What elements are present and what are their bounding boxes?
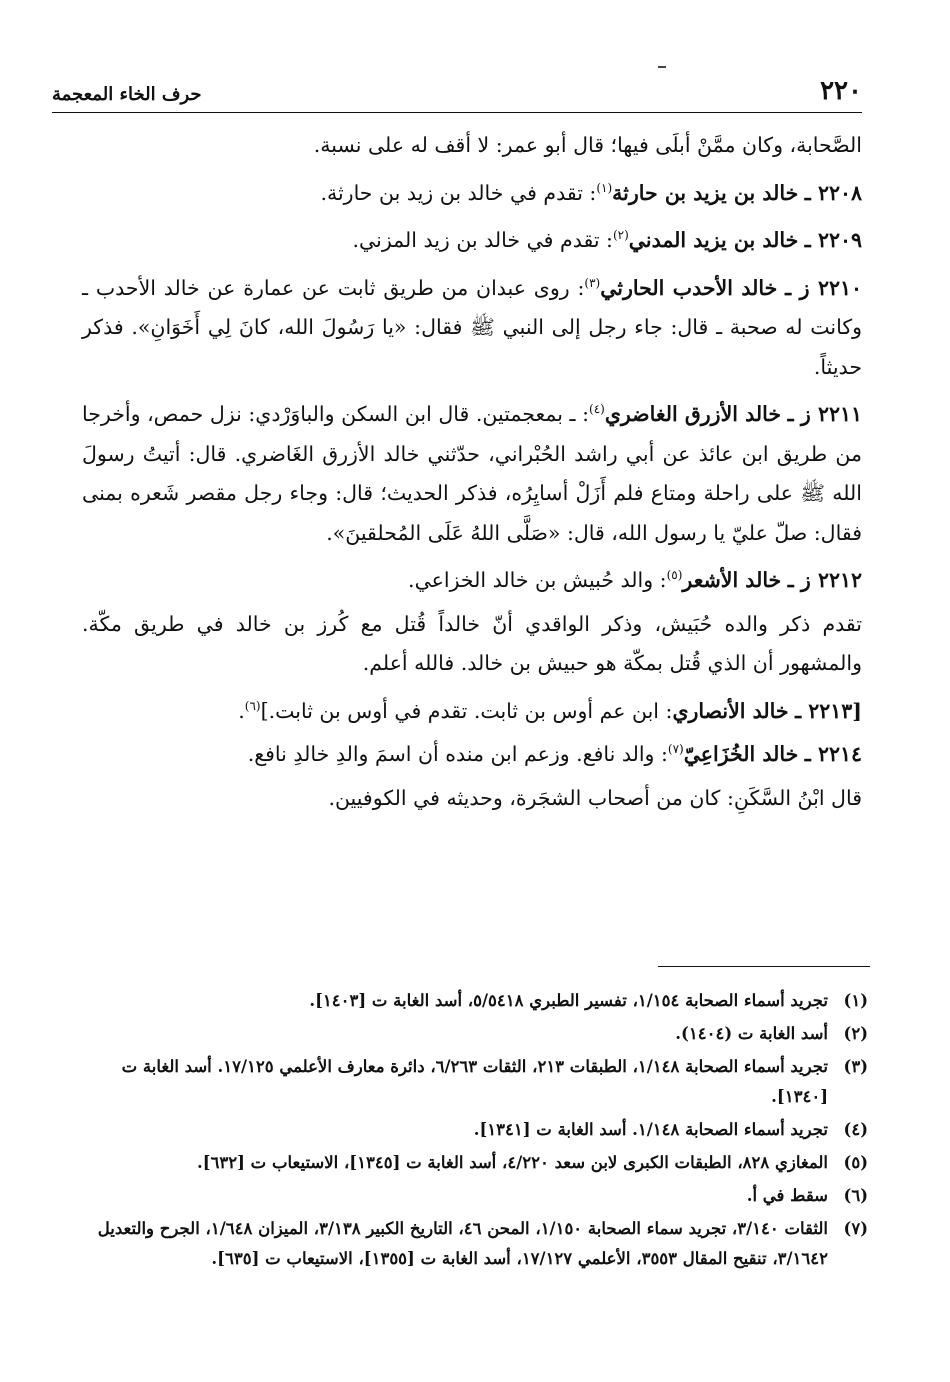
entry-name: خالد الأشعر <box>682 568 782 592</box>
entry-text: : والد حُبيش بن خالد الخزاعي. <box>408 568 667 592</box>
footnote-ref[interactable]: (١) <box>596 180 613 195</box>
footnote-text: سقط في أ. <box>746 1186 828 1205</box>
entry-text: : والد نافع. وزعم ابن منده أن اسمَ والدِ خالدِ نافع. <box>247 742 668 766</box>
entry-2210 <box>82 269 862 388</box>
entry-number: ٢٢١٤ ـ <box>804 742 862 766</box>
entry-2211 <box>82 395 862 553</box>
footnote-text: أسد الغابة ت (١٤٠٤). <box>675 1024 828 1043</box>
footnote-ref[interactable]: (٦) <box>244 698 261 713</box>
paragraph-text: تقدم ذكر والده حُبَيش، وذكر الواقدي أنّ خالداً قُتل مع كُرز بن خالد في طريق مكّة. والمشهور أن الذي قُتل بمكّة هو حبيش بن خالد. فالله أعلم. <box>82 611 862 675</box>
entry-name: خالد الأزرق الغاضري <box>604 402 782 426</box>
entry-text: : ابن عم أوس بن ثابت. تقدم في أوس بن ثابت.] <box>260 698 673 723</box>
entry-2209 <box>82 221 862 261</box>
footnote-divider <box>658 966 870 967</box>
entry-number: ٢٢٠٩ ـ <box>804 228 862 252</box>
entry-text: : روى عبدان من طريق ثابت عن عمارة عن خالد الأحدب ـ وكانت له صحبة ـ قال: جاء رجل إلى النبي ﷺ فقال: «يا رَسُولَ الله، كانَ لِي أَخَوَانِ». فذكر حديثاً. <box>82 275 862 379</box>
entry-2214 <box>82 735 862 775</box>
footnote-text: تجريد أسماء الصحابة ١/١٤٨، الطبقات ٢١٣، الثقات ٦/٢٦٣، دائرة معارف الأعلمي ١٧/١٢٥. أسد الغابة ت [١٣٤٠]. <box>121 1057 828 1106</box>
footnote-number: (٣) <box>843 1057 868 1076</box>
entry-text: : تقدم في خالد بن زيد المزني. <box>352 228 613 252</box>
footnote <box>82 1214 868 1274</box>
paragraph <box>82 126 862 166</box>
entry-name: خالد الخُزَاعِيّ <box>683 742 799 766</box>
footnote <box>82 1115 868 1145</box>
footnote-text: تجريد أسماء الصحابة ١/١٥٤، تفسير الطبري ٥/٥٤١٨، أسد الغابة ت [١٤٠٣]. <box>309 991 828 1010</box>
footnote-ref[interactable]: (٤) <box>589 402 605 417</box>
entry-name: خالد بن يزيد المدني <box>628 228 799 252</box>
paragraph <box>82 779 862 819</box>
footnote-ref[interactable]: (٣) <box>584 275 601 290</box>
footnote <box>82 1181 868 1211</box>
running-title: حرف الخاء المعجمة <box>52 84 202 105</box>
entry-name: خالد الأنصاري <box>672 698 789 723</box>
entry-text: : تقدم في خالد بن زيد بن حارثة. <box>320 180 597 205</box>
entry-2213 <box>82 692 862 732</box>
entry-number: ٢٢٠٨ ـ <box>804 180 862 205</box>
entry-number: ٢٢١٢ ز ـ <box>787 568 862 592</box>
paragraph-text: قال ابْنُ السَّكَنِ: كان من أصحاب الشجَرة، وحديثه في الكوفيين. <box>328 785 862 810</box>
entry-number: ٢٢١١ ز ـ <box>787 402 862 426</box>
footnote-text: تجريد أسماء الصحابة ١/١٤٨. أسد الغابة ت [١٣٤١]. <box>473 1120 828 1139</box>
entry-text: : ـ بمعجمتين. قال ابن السكن والباوَرْدي: نزل حمص، وأخرجا من طريق ابن عائذ عن أبي راشد الحُبْراني، حدّثني خالد الأزرق الغَاضري. قال: أتيتُ رسولَ الله ﷺ على راحلة ومتاع فلم أَزَلْ أسايِرُه، فذكر الحديث؛ قال: وجاء رجل مقصر شَعره بمنى فقال: صلّ عليّ يا رسول الله، قال: «صَلَّى اللهُ عَلَى المُحلقينَ». <box>82 402 862 545</box>
footnote-number: (٢) <box>843 1024 868 1043</box>
entry-tail: . <box>238 698 245 723</box>
footnote-ref[interactable]: (٧) <box>667 742 684 757</box>
footnote-number: (٧) <box>843 1219 868 1238</box>
footnote-text: المغازي ٨٢٨، الطبقات الكبرى لابن سعد ٤/٢٢٠، أسد الغابة ت [١٣٤٥]، الاستيعاب ت [٦٣٢]. <box>196 1153 828 1172</box>
footnote-number: (١) <box>843 991 868 1010</box>
footnote <box>82 986 868 1016</box>
entry-number: [٢٢١٣ ـ <box>795 698 862 723</box>
footnote <box>82 1148 868 1178</box>
entry-number: ٢٢١٠ ز ـ <box>785 275 862 300</box>
footnote-text: الثقات ٣/١٤٠، تجريد سماء الصحابة ١/١٥٠، المحن ٤٦، التاريخ الكبير ٣/١٣٨، الميزان ١/٦٤٨، الجرح والتعديل ٣/١٦٤٢، تنقيح المقال ٣٥٥٣، الأعلمي ١٧/١٢٧، أسد الغابة ت [١٣٥٥]، الاستيعاب ت [٦٣٥]. <box>97 1219 828 1268</box>
footnote-number: (٤) <box>843 1120 868 1139</box>
footnote-number: (٦) <box>843 1186 868 1205</box>
entry-2212 <box>82 561 862 601</box>
main-text <box>82 126 862 826</box>
page-mark <box>658 66 666 68</box>
paragraph-text: الصَّحابة، وكان ممَّنْ أبلَى فيها؛ قال أبو عمر: لا أقف له على نسبة. <box>313 133 862 157</box>
footnote <box>82 1052 868 1112</box>
footnote-number: (٥) <box>843 1153 868 1172</box>
paragraph <box>82 605 862 684</box>
footnote-ref[interactable]: (٥) <box>666 568 683 583</box>
entry-name: خالد الأحدب الحارثي <box>600 275 778 300</box>
footnote-ref[interactable]: (٢) <box>612 228 629 243</box>
footnotes <box>82 986 868 1277</box>
page-header <box>52 72 862 113</box>
entry-name: خالد بن يزيد بن حارثة <box>612 180 799 205</box>
entry-2208 <box>82 174 862 214</box>
page-number: ٢٢٠ <box>820 76 862 106</box>
footnote <box>82 1019 868 1049</box>
